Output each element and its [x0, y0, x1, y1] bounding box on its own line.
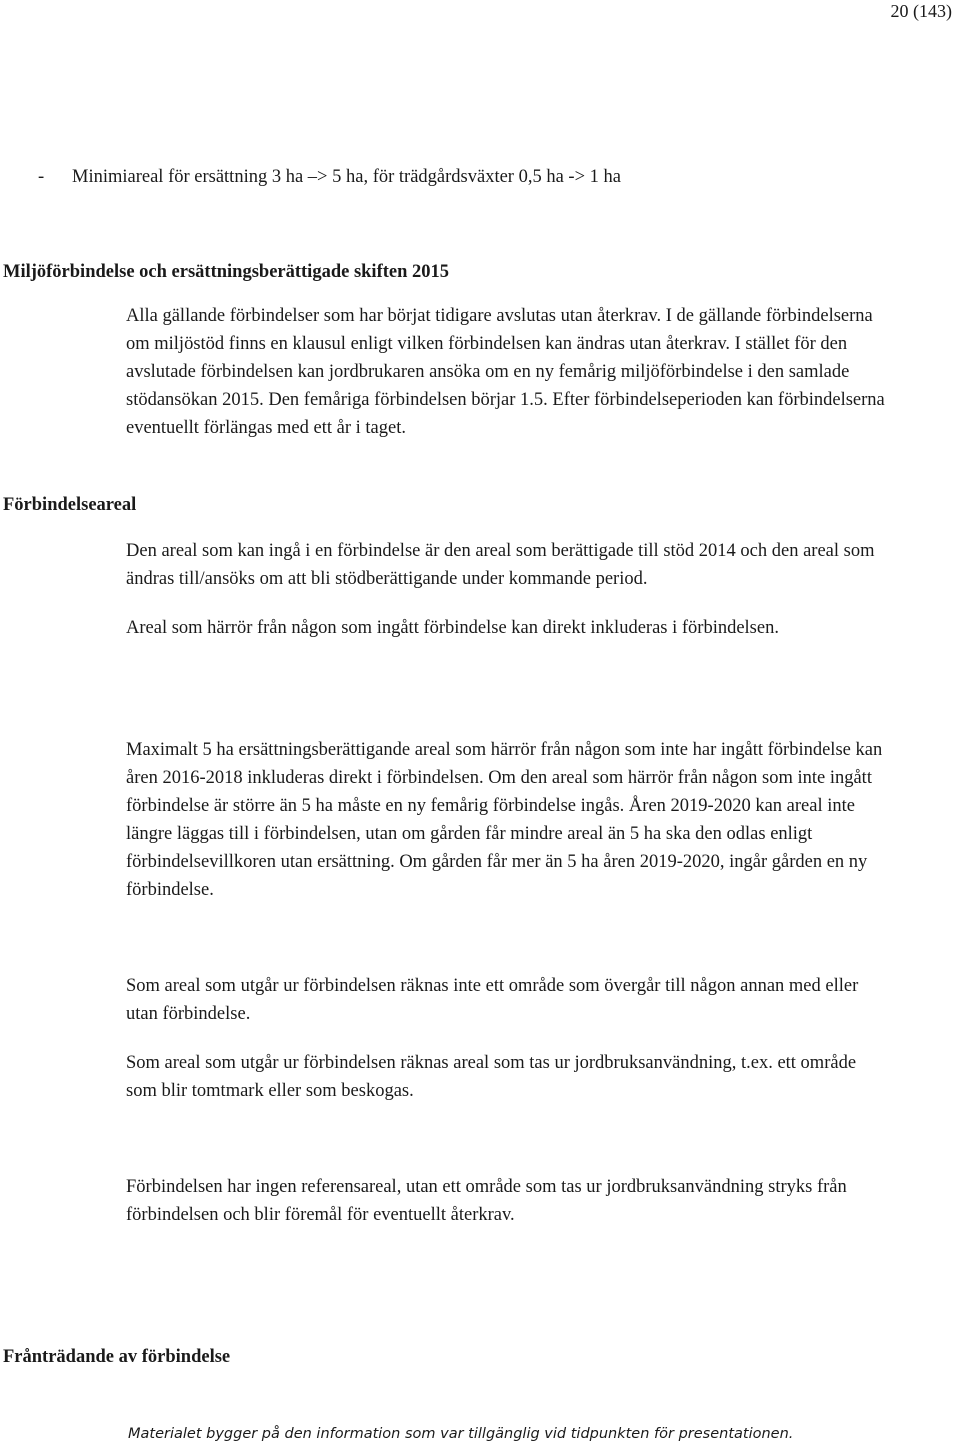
bullet-dash: - [38, 167, 45, 187]
paragraph-areal-harror: Areal som härrör från någon som ingått förbindelse kan direkt inkluderas i förbindelsen. [126, 618, 779, 638]
paragraph-areal-utgar-2: Som areal som utgår ur förbindelsen räknas areal som tas ur jordbruksanvändning, t.ex. ett område som blir tomtmark eller som beskogas. [126, 1053, 857, 1101]
paragraph-areal-utgar-1: Som areal som utgår ur förbindelsen räknas inte ett område som övergår till någon annan med eller utan förbindelse. [126, 976, 859, 1024]
paragraph-maximalt-5-ha: Maximalt 5 ha ersättningsberättigande areal som härrör från någon som inte har ingått förbindelse kan åren 2016-2018 inkluderas direkt i förbindelsen. Om den areal som härrör från någon som inte ingått förbindelse är större än 5 ha måste en ny femårig förbindelse ingås. Åren 2019-2020 kan areal inte längre läggas till i förbindelsen, utan om gården får mindre areal än 5 ha ska den odlas enligt förbindelsevillkoren utan ersättning. Om gården får mer än 5 ha åren 2019-2020, ingår gården en ny förbindelse. [126, 740, 883, 900]
heading-forbindelseareal: Förbindelseareal [3, 495, 137, 515]
bullet-text: Minimiareal för ersättning 3 ha –> 5 ha, för trädgårdsväxter 0,5 ha -> 1 ha [72, 167, 621, 187]
page-number: 20 (143) [890, 1, 952, 21]
paragraph-forbindelser-avslutas: Alla gällande förbindelser som har börjat tidigare avslutas utan återkrav. I de gällande förbindelserna om miljöstöd finns en klausul enligt vilken förbindelsen kan ändras utan återkrav. I stället för den avslutade förbindelsen kan jordbrukaren ansöka om en ny femårig miljöförbindelse i den samlade stödansökan 2015. Den femåriga förbindelsen börjar 1.5. Efter förbindelseperioden kan förbindelserna eventuellt förlängas med ett år i taget. [126, 306, 885, 438]
paragraph-referensareal: Förbindelsen har ingen referensareal, utan ett område som tas ur jordbruksanvändning stryks från förbindelsen och blir föremål för eventuellt återkrav. [126, 1177, 847, 1225]
heading-miljoforbindelse: Miljöförbindelse och ersättningsberättigade skiften 2015 [3, 262, 450, 282]
heading-frantradande: Frånträdande av förbindelse [3, 1347, 231, 1367]
paragraph-areal-ingar: Den areal som kan ingå i en förbindelse är den areal som berättigade till stöd 2014 och den areal som ändras till/ansöks om att bli stödberättigande under kommande period. [126, 541, 875, 589]
footer-disclaimer: Materialet bygger på den information som var tillgänglig vid tidpunkten för presentationen. [128, 1426, 794, 1442]
